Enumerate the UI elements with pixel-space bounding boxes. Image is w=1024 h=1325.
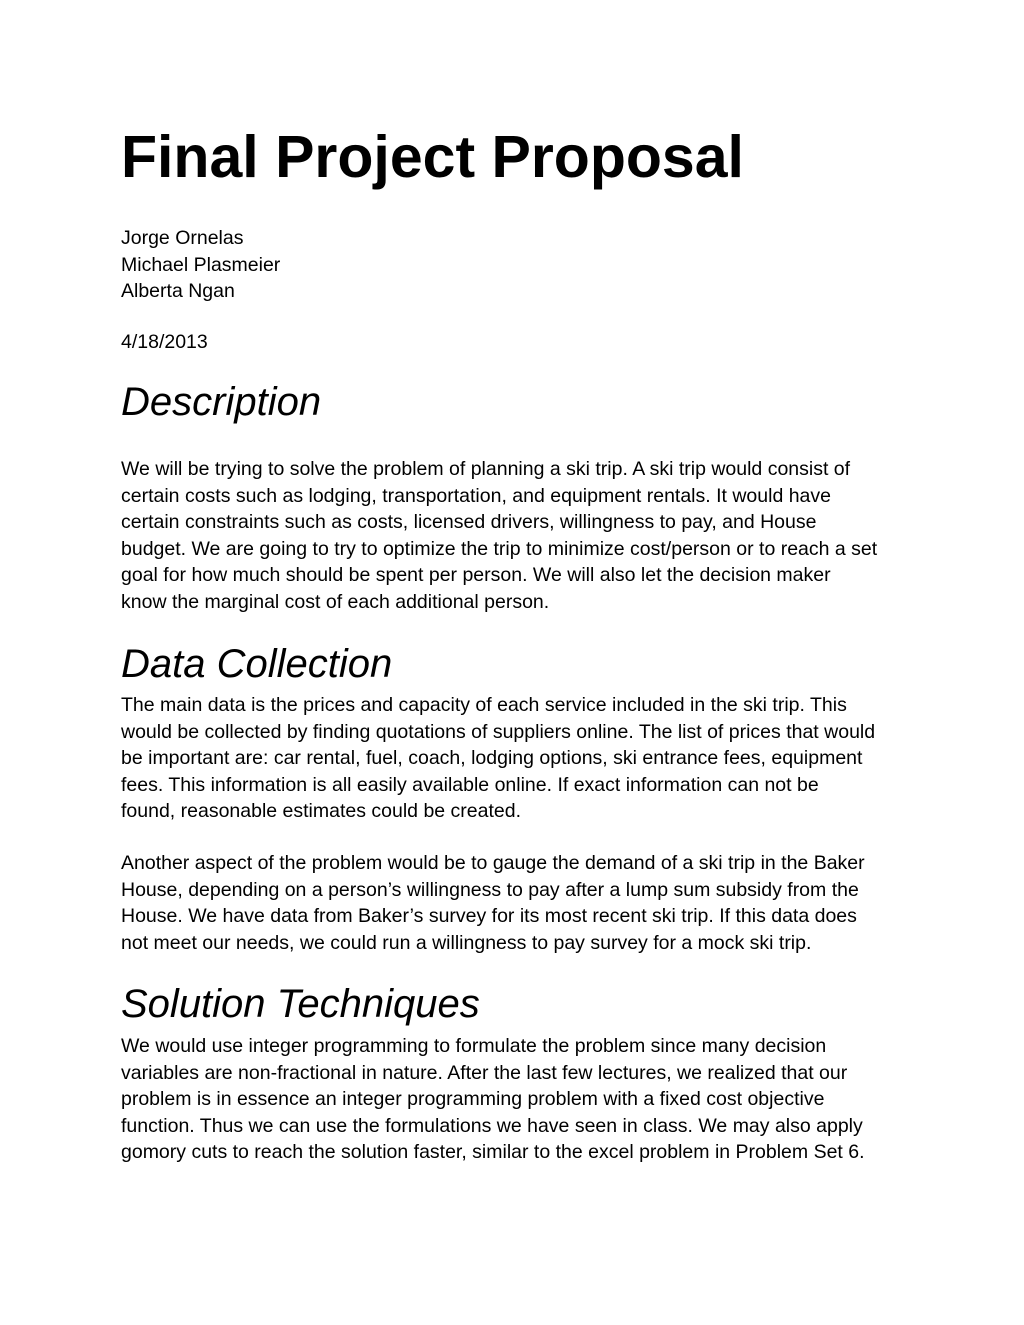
paragraph-line: problem is in essence an integer programming problem with a fixed cost objective [121,1088,825,1111]
section-heading-description: Description [121,380,322,424]
paragraph-line: goal for how much should be spent per person. We will also let the decision maker [121,564,831,587]
data-collection-paragraph [121,850,896,956]
paragraph-line: know the marginal cost of each additional person. [121,590,550,613]
paragraph-line: gomory cuts to reach the solution faster, similar to the excel problem in Problem Set 6. [121,1141,865,1164]
author-name: Jorge Ornelas [121,227,244,249]
author-list [121,225,280,305]
paragraph-line: not meet our needs, we could run a willingness to pay survey for a mock ski trip. [121,931,812,954]
paragraph-line: budget. We are going to try to optimize the trip to minimize cost/person or to reach a set [121,537,878,560]
paragraph-line: We will be trying to solve the problem of planning a ski trip. A ski trip would consist of [121,458,851,480]
paragraph-line: certain costs such as lodging, transportation, and equipment rentals. It would have [121,484,831,507]
paragraph-line: House, depending on a person’s willingness to pay after a lump sum subsidy from the [121,878,859,901]
paragraph-line: The main data is the prices and capacity of each service included in the ski trip. This [121,694,847,716]
paragraph-line: certain constraints such as costs, licensed drivers, willingness to pay, and House [121,511,817,534]
author-name: Michael Plasmeier [121,253,281,276]
data-collection-paragraph [121,692,896,825]
paragraph-line: found, reasonable estimates could be created. [121,800,522,823]
description-paragraph [121,456,896,616]
author-name: Alberta Ngan [121,280,235,302]
section-heading-solution-techniques: Solution Techniques [121,982,480,1026]
paragraph-line: House. We have data from Baker’s survey for its most recent ski trip. If this data does [121,905,857,928]
paragraph-line: would be collected by finding quotations of suppliers online. The list of prices that would [121,720,876,743]
paragraph-line: function. Thus we can use the formulations we have seen in class. We may also apply [121,1114,863,1137]
paragraph-line: We would use integer programming to formulate the problem since many decision [121,1035,827,1057]
document-title: Final Project Proposal [121,124,744,190]
paragraph-line: variables are non-fractional in nature. After the last few lectures, we realized that our [121,1061,848,1084]
paragraph-line: Another aspect of the problem would be to gauge the demand of a ski trip in the Baker [121,852,865,874]
paragraph-line: fees. This information is all easily available online. If exact information can not be [121,773,819,796]
section-heading-data-collection: Data Collection [121,642,393,686]
solution-techniques-paragraph [121,1033,896,1166]
document-date: 4/18/2013 [121,331,208,353]
paragraph-line: be important are: car rental, fuel, coach, lodging options, ski entrance fees, equipment [121,747,863,770]
